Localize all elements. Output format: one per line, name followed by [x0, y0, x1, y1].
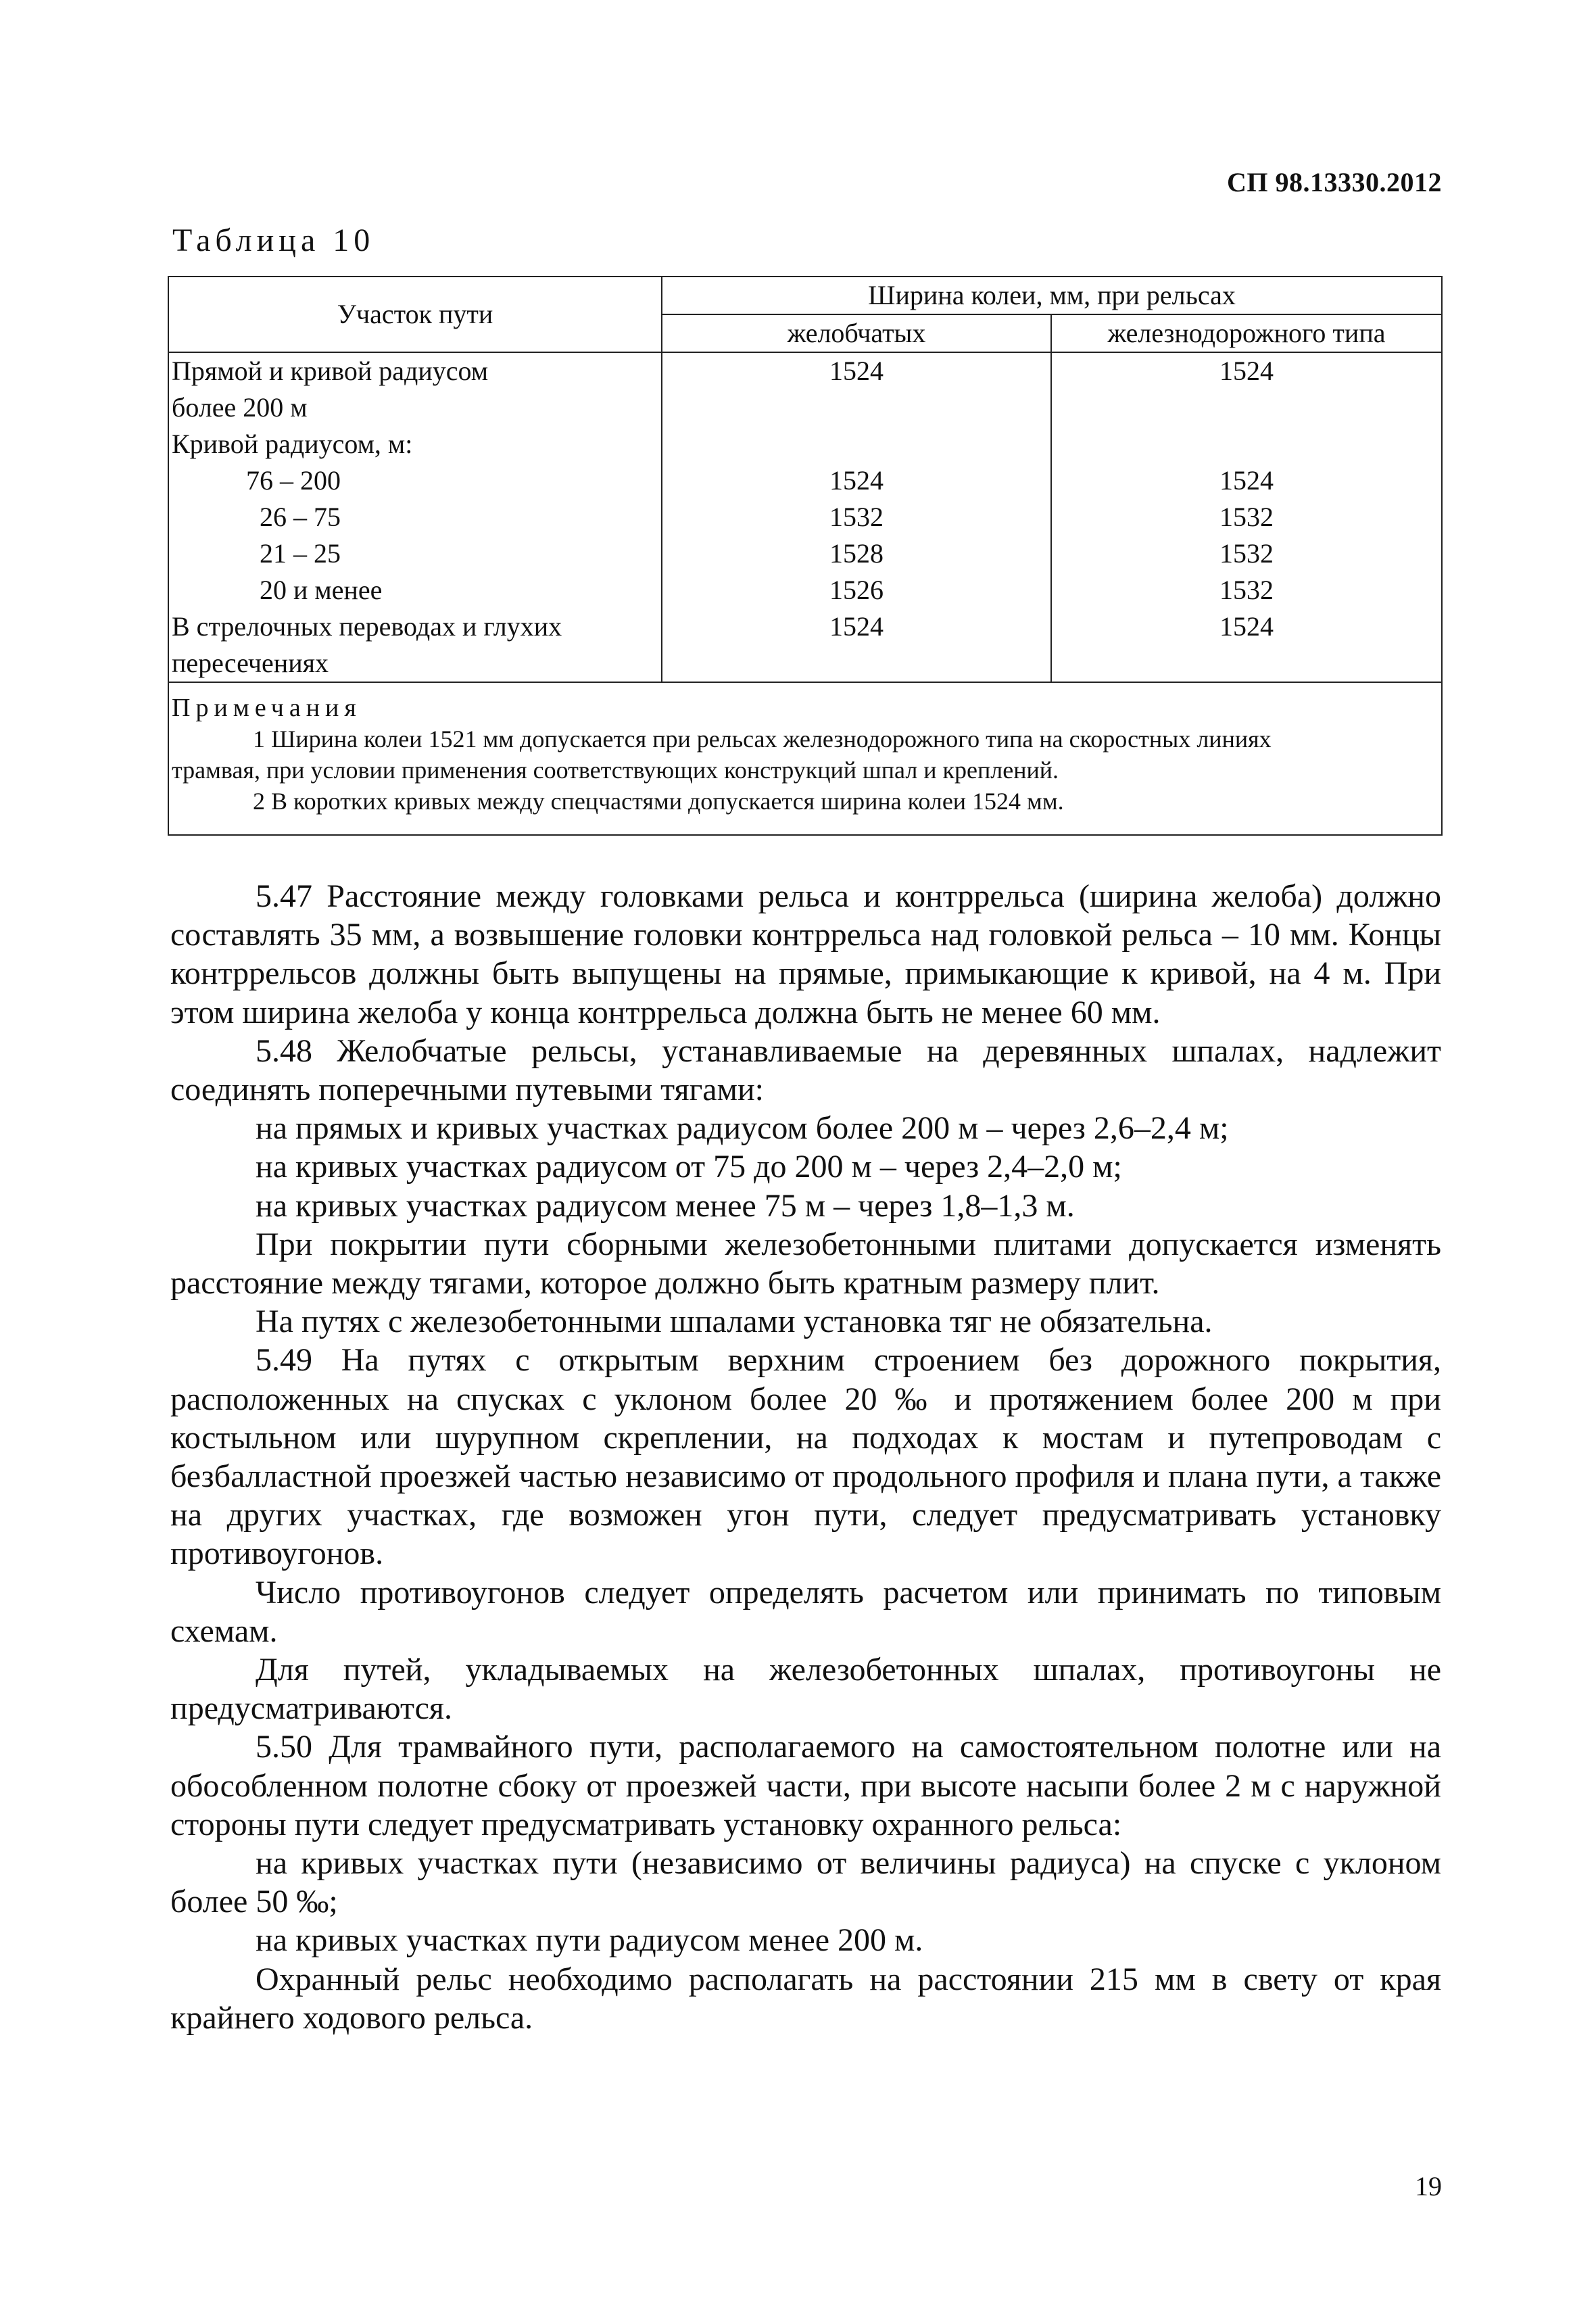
row-railway: 1524 — [1051, 462, 1442, 499]
paragraph-5-50-b: Охранный рельс необходимо располагать на расстоянии 215 мм в свету от края крайнего ходового рельса. — [170, 1961, 1441, 2036]
note-1-line-2: трамвая, при условии применения соответствующих конструкций шпал и креплений. — [172, 757, 1059, 784]
paragraph-5-47: 5.47 Расстояние между головками рельса и контррельса (ширина желоба) должно составлять 35 мм, а возвышение головки контррельса над головкой рельса – 10 мм. Концы контррельсов должны быть выпущены на прямые, примыкающие к кривой, на 4 м. При этом ширина желоба у конца контррельса должна быть не менее 60 мм. — [170, 878, 1441, 1030]
list-item: на кривых участках радиусом менее 75 м – через 1,8–1,3 м. — [256, 1187, 1075, 1224]
row-grooved — [662, 426, 1051, 462]
table-row — [168, 499, 1442, 535]
row-label: Прямой и кривой радиусом более 200 м — [168, 352, 662, 426]
document-code: СП 98.13330.2012 — [1227, 167, 1442, 197]
paragraph-5-50: 5.50 Для трамвайного пути, располагаемого на самостоятельном полотне или на обособленном полотне сбоку от проезжей части, при высоте насыпи более 2 м с наружной стороны пути следует предусматривать установку охранного рельса: — [170, 1729, 1441, 1842]
row-grooved: 1524 — [662, 608, 1051, 682]
paragraph-5-49: 5.49 На путях с открытым верхним строением без дорожного покрытия, расположенных на спусках с уклоном более 20 ‰ и протяжением более 200 м при костыльном или шурупном скреплении, на подходах к мостам и путепроводам с безбалластной проезжей частью независимо от продольного профиля и плана пути, а также на других участках, где возможен угон пути, следует предусматривать установку противоугонов. — [170, 1342, 1441, 1572]
row-label: 76 – 200 — [168, 462, 662, 499]
page-number: 19 — [1415, 2171, 1442, 2201]
paragraph-5-49-b: Число противоугонов следует определять расчетом или принимать по типовым схемам. — [170, 1574, 1441, 1649]
table-caption: Таблица 10 — [172, 222, 375, 258]
row-railway: 1524 — [1051, 352, 1442, 426]
row-railway: 1532 — [1051, 535, 1442, 572]
table-notes — [168, 682, 1442, 835]
header-gauge: Ширина колеи, мм, при рельсах — [662, 277, 1442, 314]
body-text — [170, 877, 1441, 2037]
header-section: Участок пути — [168, 277, 662, 352]
header-railway: железнодорожного типа — [1051, 314, 1442, 352]
row-label: В стрелочных переводах и глухих пересечениях — [168, 608, 662, 682]
row-railway: 1532 — [1051, 572, 1442, 608]
row-label: 20 и менее — [168, 572, 662, 608]
table-row — [168, 535, 1442, 572]
row-grooved: 1524 — [662, 352, 1051, 426]
note-2: 2 В коротких кривых между спецчастями допускается ширина колеи 1524 мм. — [253, 788, 1064, 815]
list-item: на кривых участках радиусом от 75 до 200 м – через 2,4–2,0 м; — [256, 1149, 1122, 1185]
table-row — [168, 426, 1442, 462]
header-grooved: желобчатых — [662, 314, 1051, 352]
table-row — [168, 608, 1442, 682]
paragraph-5-48-b: При покрытии пути сборными железобетонными плитами допускается изменять расстояние между тягами, которое должно быть кратным размеру плит. — [170, 1226, 1441, 1302]
list-item: на прямых и кривых участках радиусом более 200 м – через 2,6–2,4 м; — [256, 1110, 1229, 1147]
paragraph-5-49-c: Для путей, укладываемых на железобетонных шпалах, противоугоны не предусматриваются. — [170, 1652, 1441, 1727]
row-grooved: 1528 — [662, 535, 1051, 572]
paragraph-5-48: 5.48 Желобчатые рельсы, устанавливаемые на деревянных шпалах, надлежит соединять поперечными путевыми тягами: — [170, 1032, 1441, 1108]
paragraph-5-50-item-1: на кривых участках пути (независимо от величины радиуса) на спуске с уклоном более 50 ‰; — [170, 1845, 1441, 1920]
notes-title: Примечания — [172, 694, 362, 722]
table-row — [168, 462, 1442, 499]
row-grooved: 1526 — [662, 572, 1051, 608]
row-grooved: 1532 — [662, 499, 1051, 535]
row-label: 26 – 75 — [168, 499, 662, 535]
row-label: Кривой радиусом, м: — [168, 426, 662, 462]
paragraph-5-50-item-2: на кривых участках пути радиусом менее 200 м. — [256, 1922, 923, 1959]
track-gauge-table — [168, 276, 1443, 836]
note-1-line-1: 1 Ширина колеи 1521 мм допускается при рельсах железнодорожного типа на скоростных линиях — [253, 725, 1272, 753]
row-railway: 1532 — [1051, 499, 1442, 535]
row-railway: 1524 — [1051, 608, 1442, 682]
row-grooved: 1524 — [662, 462, 1051, 499]
row-label: 21 – 25 — [168, 535, 662, 572]
table-row — [168, 352, 1442, 426]
row-railway — [1051, 426, 1442, 462]
paragraph-5-48-c: На путях с железобетонными шпалами установка тяг не обязательна. — [256, 1304, 1213, 1340]
table-row — [168, 572, 1442, 608]
